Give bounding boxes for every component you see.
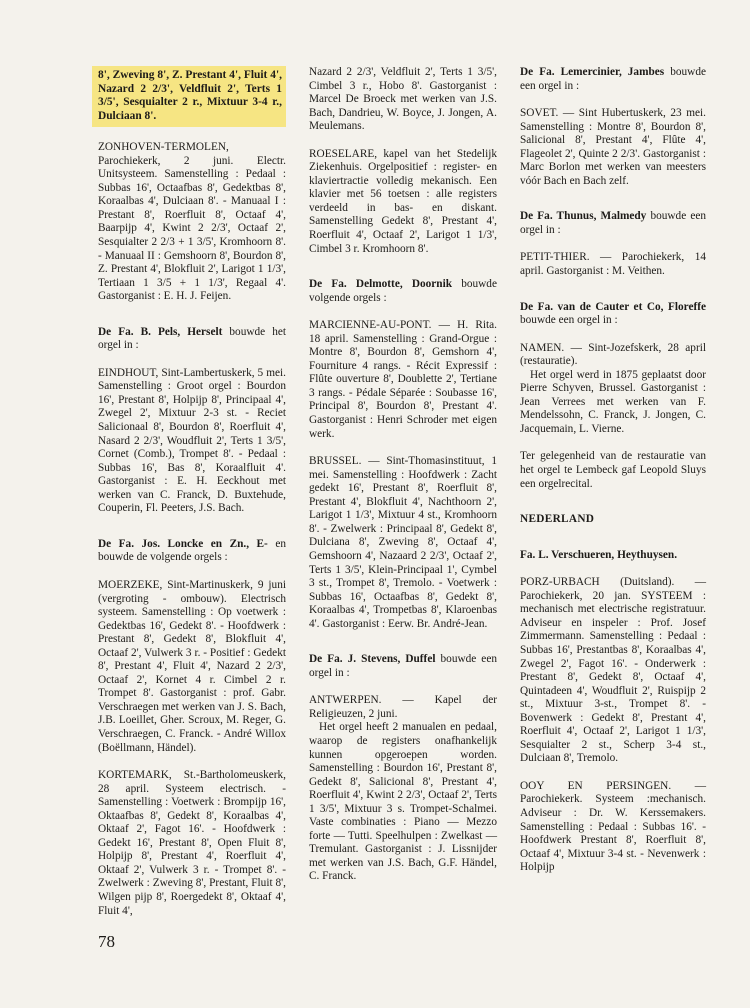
firm-heading-delmotte: De Fa. Delmotte, Doornik bouwde volgende orgels :: [309, 278, 497, 304]
entry-kortemark-continued: Nazard 2 2/3', Veldfluit 2', Terts 1 3/5', Cimbel 3 r., Hobo 8'. Gastorganist : Marcel De Broeck met werken van J.S. Bach, Dandrieu, W. Boyce, J. Jongen, A. Meulemans.: [309, 66, 497, 133]
page-number: 78: [98, 932, 115, 951]
firm-heading-thunus: De Fa. Thunus, Malmedy bouwde een orgel in :: [520, 210, 706, 236]
entry-lembeck: Ter gelegenheid van de restauratie van het orgel te Lembeck gaf Leopold Sluys een orgelrecital.: [520, 450, 706, 490]
highlighted-passage: 8', Zweving 8', Z. Prestant 4', Fluit 4', Nazard 2 2/3', Veldfluit 2', Terts 1 3/5', Sesquialter 2 r., Mixtuur 3-4 r., Dulciaan 8'.: [92, 66, 286, 127]
entry-ooy: OOY EN PERSINGEN. — Parochiekerk. Systeem :mechanisch. Adviseur : Dr. W. Kerssemakers. Samenstelling : Pedaal : Subbas 16'. - Hoofdwerk Prestant 8', Roerfluit 8', Octaaf 4', Mixtuur 3-4 st. - Nevenwerk : Holpijp: [520, 779, 706, 874]
column-right: [520, 66, 706, 889]
column-middle: [309, 66, 497, 898]
column-left: [98, 66, 286, 932]
firm-heading-cauter: De Fa. van de Cauter et Co, Floreffe bouwde een orgel in :: [520, 300, 706, 327]
entry-zonhoven: ZONHOVEN-TERMOLEN, Parochiekerk, 2 juni. Electr. Unitsysteem. Samenstelling : Pedaal : Subbas 16', Octaafbas 8', Gedektbas 8', Koraalbas 4', Dulciaan 8'. - Manuaal I : Prestant 8', Roerfluit 8', Octaaf 4', Baarpijp 4', Kwint 2 2/3', Octaaf 2', Sesquialter 2 2/3 + 1 3/5', Kromhoorn 8'. - Manuaal II : Gemshoorn 8', Bourdon 8', Z. Prestant 4', Blokfluit 2', Larigot 1 1/3', Tertiaan 1 3/5 + 1 1/3', Regaal 4'. Gastorganist : E. H. J. Feijen.: [98, 141, 286, 303]
entry-namen: NAMEN. — Sint-Jozefskerk, 28 april (restauratie). Het orgel werd in 1875 geplaatst door Pierre Schyven, Brussel. Gastorganist : Jean Verrees met werken van F. Mendelssohn, C. Franck, J. Jongen, C. Jacquemain, L. Vierne.: [520, 341, 706, 435]
section-heading-nederland: NEDERLAND: [520, 513, 595, 526]
entry-porz-urbach: PORZ-URBACH (Duitsland). — Parochiekerk, 20 jan. SYSTEEM : mechanisch met electrische registratuur. Adviseur en inspeler : Prof. Josef Zimmermann. Samenstelling : Pedaal : Subbas 16', Prestantbas 8', Koraalbas 4', Zwegel 2', Fagot 16'. - Onderwerk : Prestant 8', Gedekt 8', Octaaf 4', Quintadeen 4', Woudfluit 2', Ruispijp 2 st., Mixtuur 3-st., Trompet 8'. - Bovenwerk : Gedekt 8', Prestant 4', Roerfluit 4', Octaaf 2', Larigot 1 1/3', Sesquialter 2 st., Scherp 3-4 st., Dulciaan 8', Tremolo.: [520, 576, 706, 765]
firm-heading-loncke: De Fa. Jos. Loncke en Zn., E- en bouwde de volgende orgels :: [98, 537, 286, 564]
entry-brussel: BRUSSEL. — Sint-Thomasinstituut, 1 mei. Samenstelling : Hoofdwerk : Zacht gedekt 16', Prestant 8', Roerfluit 8', Prestant 4', Blokfluit 4', Nachthoorn 2', Larigot 1 1/3', Mixtuur 4 st., Kromhoorn 8'. - Zwelwerk : Principaal 8', Gedekt 8', Dulciana 8', Zweving 8', Octaaf 4', Gemshoorn 4', Nazaard 2 2/3', Octaaf 2', Terts 1 3/5', Klein-Principaal 1', Cymbel 3 st., Trompet 8', Tremolo. - Voetwerk : Subbas 16', Octaafbas 8', Gedekt 8', Koraalbas 4', Trompetbas 8', Klaroenbas 4'. Gastorganist : Eerw. Br. André-Jean.: [309, 455, 497, 630]
entry-kortemark: KORTEMARK, St.-Bartholomeuskerk, 28 april. Systeem electrisch. - Samenstelling : Voetwerk : Brompijp 16', Oktaafbas 8', Gedekt 8', Koraalbas 4', Oktaaf 2', Fagot 16'. - Hoofdwerk : Gedekt 16', Prestant 8', Open Fluit 8', Holpijp 8', Prestant 4', Roerfluit 4', Oktaaf 2', Vulwerk 3 r. - Trompet 8'. - Zwelwerk : Zweving 8', Prestant, Fluit 8', Wilgen pijp 8', Roergedekt 8', Oktaaf 4', Fluit 4',: [98, 769, 286, 917]
firm-heading-stevens: De Fa. J. Stevens, Duffel bouwde een orgel in :: [309, 653, 497, 679]
entry-petit-thier: PETIT-THIER. — Parochiekerk, 14 april. Gastorganist : M. Veithen.: [520, 251, 706, 278]
firm-heading-pels: De Fa. B. Pels, Herselt bouwde het orgel in :: [98, 325, 286, 352]
entry-moerzeke: MOERZEKE, Sint-Martinuskerk, 9 juni (vergroting - ombouw). Electrisch systeem. Samenstelling : Op voetwerk : Gedektbas 16', Gedekt 8'. - Hoofdwerk : Prestant 8', Gedekt 8', Blokfluit 4', Octaaf 2', Vulwerk 3 r. - Positief : Gedekt 8', Prestant 4', Fluit 4', Nazard 2 2/3', Octaaf 2', Kornet 4 r. Cimbel 2 r. Trompet 8'. Gastorganist : prof. Gabr. Verschraegen met werken van J. S. Bach, J.B. Loeillet, Gher. Scroux, M. Reger, G. Verschraegen, C. Franck. - André Willox (Boëllmann, Händel).: [98, 578, 286, 754]
firm-heading-lemercinier: De Fa. Lemercinier, Jambes bouwde een orgel in :: [520, 66, 707, 92]
entry-marcienne: MARCIENNE-AU-PONT. — H. Rita. 18 april. Samenstelling : Grand-Orgue : Montre 8', Bourdon 8', Gemshorn 4', Fourniture 4 rangs. - Récit Expressif : Flûte ouverture 8', Doublette 2', Tertiane 3 rangs. - Pédale Séparée : Soubasse 16', Principal 8', Bourdon 8', Prestant 4'. Gastorganist : Henri Schroder met eigen werk.: [309, 319, 497, 440]
entry-antwerpen: ANTWERPEN. — Kapel der Religieuzen, 2 juni. Het orgel heeft 2 manualen en pedaal, waarop de registers onafhankelijk kunnen opgeroepen worden. Samenstelling : Bourdon 16', Prestant 8', Gedekt 8', Salicional 8', Prestant 4', Roerfluit 4', Kwint 2 2/3', Octaaf 2', Terts 1 3/5', Mixtuur 3 s. Trompet-Schalmei. Vaste combinaties : Piano — Mezzo forte — Tutti. Speelhulpen : Zwelkast — Tremulant. Gastorganist : J. Lissnijder met werken van J.S. Bach, G.F. Händel, C. Franck.: [309, 694, 497, 883]
entry-eindhout: EINDHOUT, Sint-Lambertuskerk, 5 mei. Samenstelling : Groot orgel : Bourdon 16', Prestant 8', Holpijp 8', Principaal 4', Zwegel 2', Mixtuur 2-3 st. - Reciet Salicionaal 8', Bourdon 8', Roerfluit 4', Nasard 2 2/3', Woudfluit 2', Terts 1 3/5', Cornet (Comb.), Trompet 8'. - Pedaal : Subbas 16', Bas 8', Koraalfluit 4'. Gastorganist : E. H. Eeckhout met werken van C. Franck, D. Buxtehude, Couperin, Fl. Peeters, J.S. Bach.: [98, 366, 286, 515]
entry-sovet: SOVET. — Sint Hubertuskerk, 23 mei. Samenstelling : Montre 8', Bourdon 8', Salicional 8', Prestant 4', Flûte 4', Flageolet 2', Quinte 2 2/3'. Gastorganist : Marc Borlon met werken van meesters vóór Bach en Bach zelf.: [520, 107, 706, 187]
entry-roeselare: ROESELARE, kapel van het Stedelijk Ziekenhuis. Orgelpositief : register- en klaviertractie volledig mekanisch. Een klavier met 56 toetsen : alle registers verdeeld in bas- en diskant. Samenstelling Gedekt 8', Prestant 4', Roerfluit 4', Octaaf 2', Larigot 1 1/3', Cimbel 3 r. Kromhoorn 8'.: [309, 147, 497, 255]
firm-heading-verschueren: Fa. L. Verschueren, Heythuysen.: [520, 548, 678, 561]
